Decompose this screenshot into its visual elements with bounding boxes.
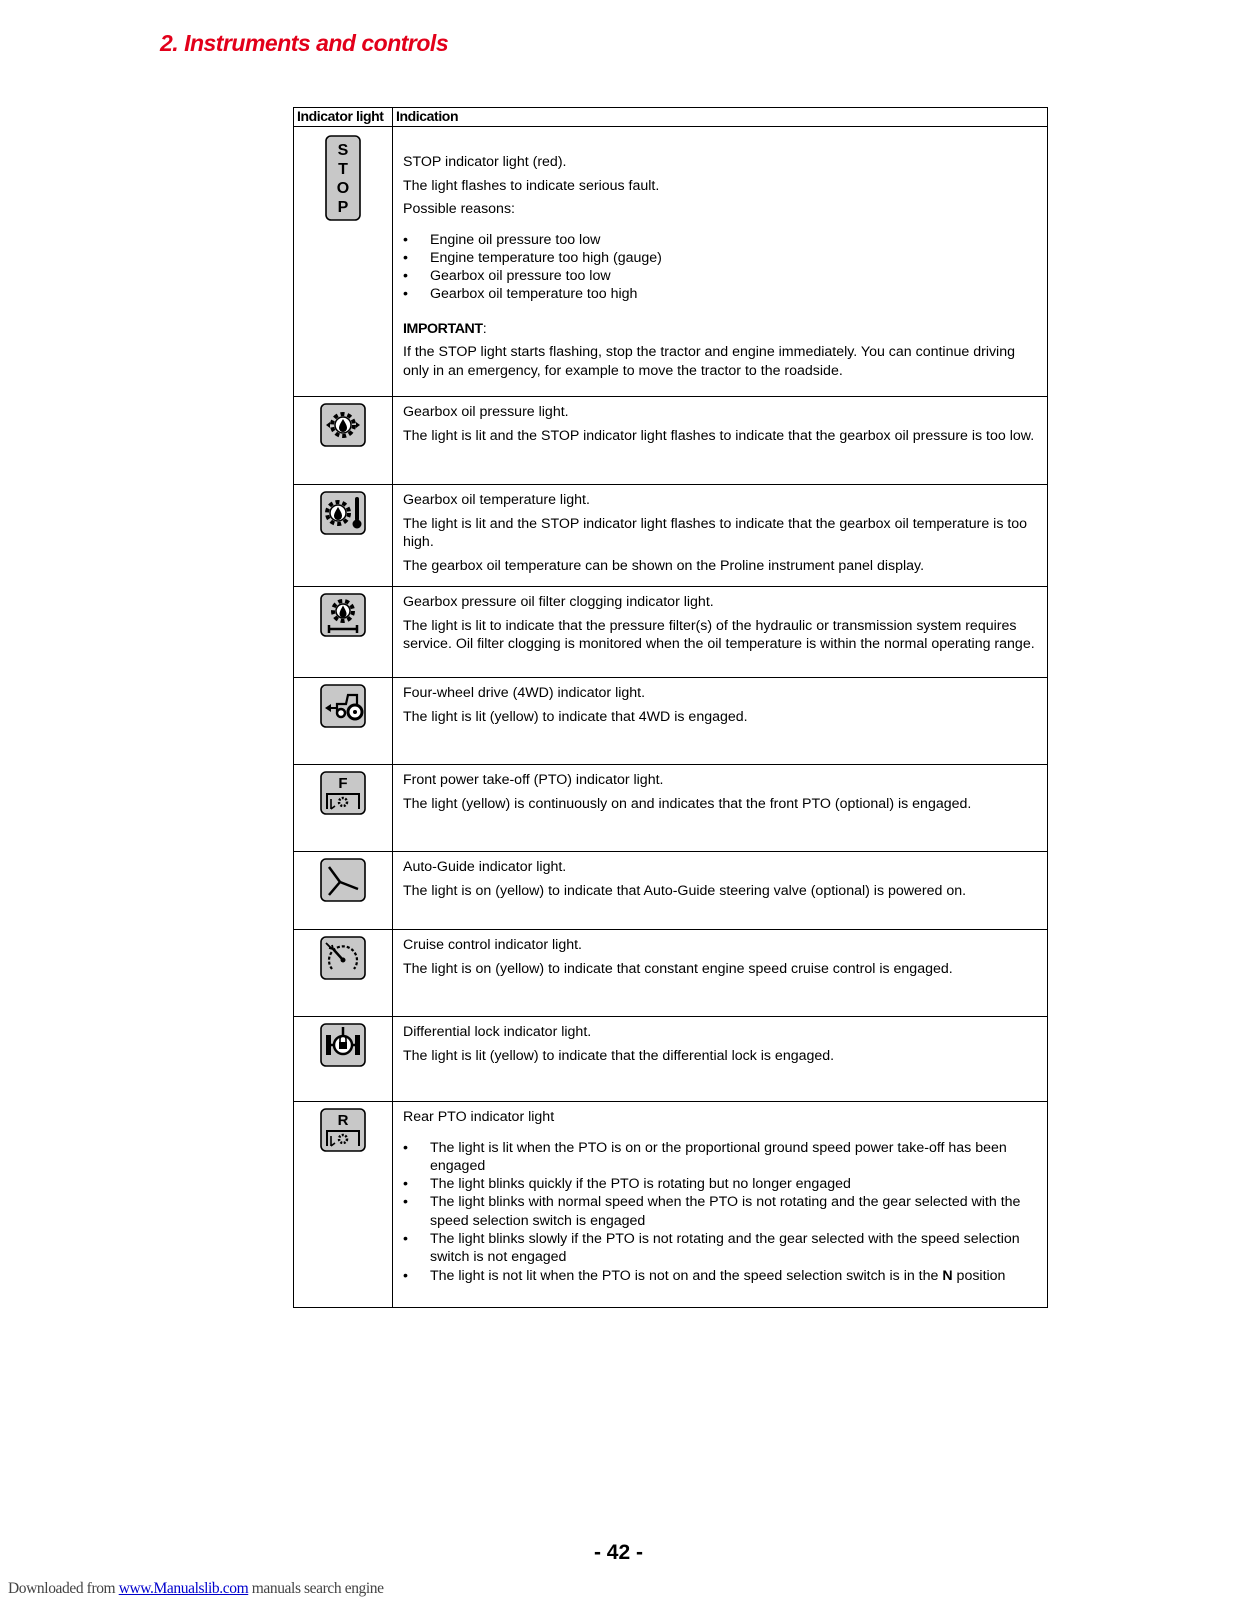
- indication-text: The light is lit (yellow) to indicate that the differential lock is engaged.: [403, 1047, 835, 1064]
- svg-text:R: R: [337, 1112, 349, 1129]
- svg-text:S: S: [337, 142, 349, 159]
- list-item: • The light is lit when the PTO is on or the proportional ground speed power take-off has been engaged: [403, 1139, 1037, 1176]
- important-heading: IMPORTANT:: [403, 320, 487, 337]
- indication-heading: Differential lock indicator light.: [403, 1024, 592, 1040]
- footer-prefix: Downloaded from: [8, 1580, 119, 1597]
- column-header-indicator: Indicator light: [294, 108, 393, 127]
- important-text: If the STOP light starts flashing, stop the tractor and engine immediately. You can continue driving only in an emergency, for example to move the tractor to the roadside.: [403, 344, 1015, 379]
- table-row: [294, 930, 1048, 1017]
- indication-heading: Auto-Guide indicator light.: [403, 859, 567, 875]
- table-row: [294, 765, 1048, 852]
- auto-guide-icon: [320, 858, 366, 902]
- gearbox-oil-pressure-icon: [320, 403, 366, 447]
- rear-pto-list: [403, 1139, 1037, 1285]
- svg-text:O: O: [336, 180, 350, 197]
- indication-heading: Gearbox pressure oil filter clogging indicator light.: [403, 594, 714, 610]
- reasons-list: [403, 231, 1037, 304]
- differential-lock-icon: [320, 1023, 366, 1067]
- page-number: - 42 -: [593, 1541, 643, 1564]
- table-row: [294, 485, 1048, 587]
- indicator-table: [293, 107, 1048, 1308]
- table-row: [294, 127, 1048, 397]
- list-item: • The light is not lit when the PTO is not on and the speed selection switch is in the N position: [403, 1267, 1037, 1285]
- four-wheel-drive-icon: [320, 684, 366, 728]
- oil-filter-clogging-icon: [320, 593, 366, 637]
- footer-suffix: manuals search engine: [248, 1580, 384, 1597]
- indication-heading: Rear PTO indicator light: [403, 1109, 555, 1125]
- cruise-control-icon: [320, 936, 366, 980]
- front-pto-icon: [320, 771, 366, 815]
- stop-light-icon: [325, 135, 361, 221]
- svg-text:F: F: [338, 775, 348, 792]
- list-item: • The light blinks slowly if the PTO is not rotating and the gear selected with the speed selection switch is not engaged: [403, 1230, 1037, 1267]
- indication-text: The light is on (yellow) to indicate that Auto-Guide steering valve (optional) is powered on.: [403, 882, 967, 899]
- indication-heading: Four-wheel drive (4WD) indicator light.: [403, 685, 646, 701]
- list-item: • Gearbox oil temperature too high: [403, 285, 1037, 303]
- indication-text: The light is lit and the STOP indicator light flashes to indicate that the gearbox oil temperature is too high.: [403, 515, 1028, 550]
- indication-heading: Gearbox oil temperature light.: [403, 492, 590, 508]
- list-item: • Engine temperature too high (gauge): [403, 249, 1037, 267]
- indication-text: The gearbox oil temperature can be shown on the Proline instrument panel display.: [403, 557, 925, 574]
- gearbox-oil-temperature-icon: [320, 491, 366, 535]
- table-row: [294, 1017, 1048, 1102]
- indication-text: The light is lit (yellow) to indicate that 4WD is engaged.: [403, 708, 748, 725]
- page-title: 2. Instruments and controls: [160, 30, 449, 56]
- rear-pto-icon: [320, 1108, 366, 1152]
- indication-text: The light is lit to indicate that the pressure filter(s) of the hydraulic or transmission system requires service. Oil filter clogging is monitored when the oil temperature is within the normal operating range.: [403, 617, 1035, 652]
- list-item: • The light blinks quickly if the PTO is rotating but no longer engaged: [403, 1175, 1037, 1193]
- indication-text: The light is on (yellow) to indicate that constant engine speed cruise control is engaged.: [403, 960, 953, 977]
- list-item: • Engine oil pressure too low: [403, 231, 1037, 249]
- important-label: IMPORTANT: [403, 320, 483, 337]
- indication-text: The light is lit and the STOP indicator light flashes to indicate that the gearbox oil pressure is too low.: [403, 427, 1035, 444]
- table-row: [294, 587, 1048, 678]
- svg-text:T: T: [338, 161, 348, 178]
- table-row: [294, 678, 1048, 765]
- indication-text: The light (yellow) is continuously on and indicates that the front PTO (optional) is engaged.: [403, 795, 972, 812]
- indication-heading: Gearbox oil pressure light.: [403, 404, 569, 420]
- indication-text: Possible reasons:: [403, 201, 515, 217]
- indication-text: The light flashes to indicate serious fault.: [403, 177, 660, 194]
- table-row: [294, 1102, 1048, 1308]
- column-header-indication: Indication: [393, 108, 1048, 127]
- table-header-row: [294, 108, 1048, 127]
- list-item: • The light blinks with normal speed when the PTO is not rotating and the gear selected with the speed selection switch is engaged: [403, 1193, 1037, 1230]
- indication-heading: STOP indicator light (red).: [403, 154, 567, 170]
- list-item: • Gearbox oil pressure too low: [403, 267, 1037, 285]
- indication-heading: Cruise control indicator light.: [403, 937, 582, 953]
- download-footer: [8, 1580, 384, 1598]
- manualslib-link[interactable]: www.Manualslib.com: [118, 1580, 249, 1597]
- table-row: [294, 852, 1048, 930]
- svg-text:P: P: [337, 199, 349, 216]
- table-row: [294, 397, 1048, 485]
- indication-heading: Front power take-off (PTO) indicator light.: [403, 772, 664, 788]
- neutral-position-label: N: [942, 1267, 953, 1284]
